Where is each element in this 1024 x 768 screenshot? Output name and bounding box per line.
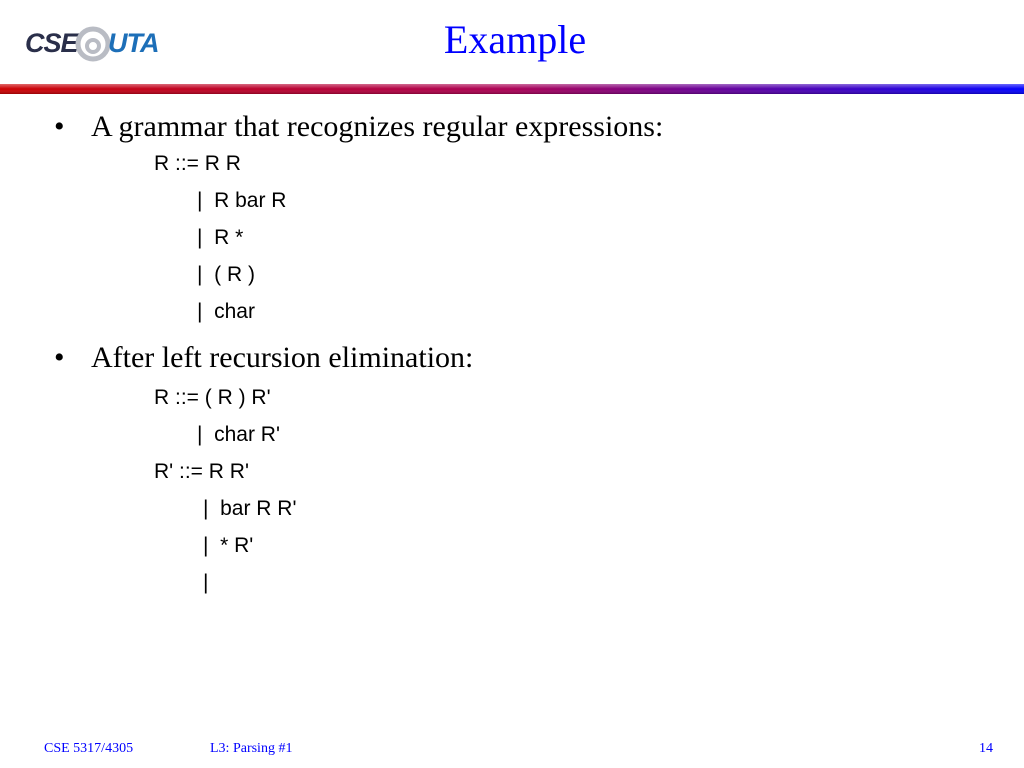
grammar-line: | * R'	[203, 534, 254, 557]
grammar-line: | char	[197, 300, 255, 323]
grammar-line: |	[203, 571, 209, 594]
grammar-line: R ::= R R	[154, 152, 241, 175]
logo-uta-text: UTA	[108, 28, 159, 58]
footer-page-number: 14	[979, 741, 993, 756]
bullet-dot: •	[54, 341, 65, 374]
title-divider	[0, 84, 1024, 94]
grammar-line: | bar R R'	[203, 497, 297, 520]
footer-lecture: L3: Parsing #1	[210, 741, 293, 756]
grammar-line: | char R'	[197, 423, 280, 446]
bullet-text: After left recursion elimination:	[91, 341, 474, 374]
logo-cse-text: CSE	[25, 28, 78, 58]
grammar-line: | R bar R	[197, 189, 287, 212]
grammar-line: | R *	[197, 226, 244, 249]
grammar-line: | ( R )	[197, 263, 255, 286]
footer-course: CSE 5317/4305	[44, 741, 134, 756]
bullet-dot: •	[54, 110, 65, 143]
grammar-line: R ::= ( R ) R'	[154, 386, 271, 409]
bullet-text: A grammar that recognizes regular expressions:	[91, 110, 664, 143]
grammar-line: R' ::= R R'	[154, 460, 249, 483]
slide-title: Example	[443, 17, 587, 62]
